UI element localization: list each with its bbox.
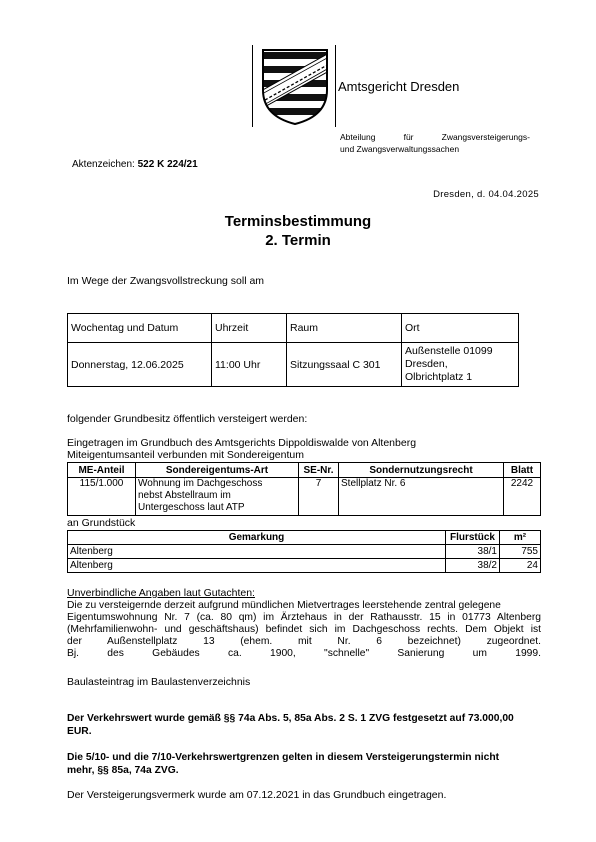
ownership-type: Wohnung im Dachgeschoss nebst Abstellraum im Untergeschoss laut ATP — [136, 478, 299, 516]
baulast-text: Baulasteintrag im Baulastenverzeichnis — [67, 676, 251, 688]
ownership-sheet: 2242 — [504, 478, 541, 516]
table-row: Altenberg 38/1 755 — [68, 545, 541, 559]
ownership-usage: Stellplatz Nr. 6 — [339, 478, 504, 516]
value-notice: Der Verkehrswert wurde gemäß §§ 74a Abs. 5, 85a Abs. 2 S. 1 ZVG festgesetzt auf 73.000,00 EUR. — [67, 713, 514, 737]
appointment-table — [67, 313, 519, 387]
header-share: ME-Anteil — [68, 463, 136, 478]
limits-notice: Die 5/10- und die 7/10-Verkehrswertgrenzen gelten in diesem Versteigerungstermin nicht mehr, §§ 85a, 74a ZVG. — [67, 752, 500, 776]
report-heading: Unverbindliche Angaben laut Gutachten: — [67, 587, 255, 599]
file-number: Aktenzeichen: 522 K 224/21 — [72, 159, 198, 170]
appointment-place: Außenstelle 01099 Dresden, Olbrichtplatz 1 — [402, 343, 519, 387]
header-parcel: Flurstück — [446, 531, 500, 545]
appointment-day: Donnerstag, 12.06.2025 — [68, 343, 212, 387]
document-title: Terminsbestimmung 2. Termin — [224, 213, 372, 249]
appointment-room: Sitzungssaal C 301 — [287, 343, 402, 387]
header-sheet: Blatt — [504, 463, 541, 478]
header-divider-right — [335, 45, 336, 127]
header-time: Uhrzeit — [212, 314, 287, 343]
header-district: Gemarkung — [68, 531, 446, 545]
ownership-share: 115/1.000 — [68, 478, 136, 516]
intro-text: Im Wege der Zwangsvollstreckung soll am — [67, 275, 265, 287]
entry-notice: Der Versteigerungsvermerk wurde am 07.12.2021 in das Grundbuch eingetragen. — [67, 789, 447, 801]
header-area: m² — [500, 531, 541, 545]
document-date: Dresden, d. 04.04.2025 — [433, 189, 539, 200]
header-usage: Sondernutzungsrecht — [339, 463, 504, 478]
header-date: Wochentag und Datum — [68, 314, 212, 343]
court-name: Amtsgericht Dresden — [338, 79, 460, 94]
header-se-no: SE-Nr. — [299, 463, 339, 478]
ownership-table — [67, 462, 541, 516]
department: Abteilung für Zwangsversteigerungs- und Zwangsverwaltungssachen — [340, 132, 530, 154]
report-text: Die zu versteigernde derzeit aufgrund mündlichen Mietvertrages leerstehende zentral gelegene Eigentumswohnung Nr. 7 (ca. 80 qm) im Ärztehaus in der Rathausstr. 15 in 01773 Altenberg (Mehrfamilienwohn- und geschäftshaus) befindet sich im Dachgeschoss rechts. Dem Objekt ist der Außenstellplatz 13 (ehem. mit Nr. 6 bezeichnet) zugeordnet. Bj. des Gebäudes ca. 1900, "schnelle" Sanierung um 1999. — [67, 600, 541, 659]
plot-text: an Grundstück — [67, 517, 136, 529]
table-row: Altenberg 38/2 24 — [68, 559, 541, 573]
ownership-se-no: 7 — [299, 478, 339, 516]
saxony-coat-of-arms-icon — [259, 46, 331, 126]
appointment-time: 11:00 Uhr — [212, 343, 287, 387]
header-divider-left — [252, 45, 253, 127]
registered-text: Eingetragen im Grundbuch des Amtsgerichts Dippoldiswalde von Altenberg — [67, 437, 417, 449]
auction-text: folgender Grundbesitz öffentlich versteigert werden: — [67, 413, 308, 425]
share-text: Miteigentumsanteil verbunden mit Sondereigentum — [67, 449, 304, 461]
header-place: Ort — [402, 314, 519, 343]
header-room: Raum — [287, 314, 402, 343]
plots-table — [67, 530, 541, 573]
header-type: Sondereigentums-Art — [136, 463, 299, 478]
